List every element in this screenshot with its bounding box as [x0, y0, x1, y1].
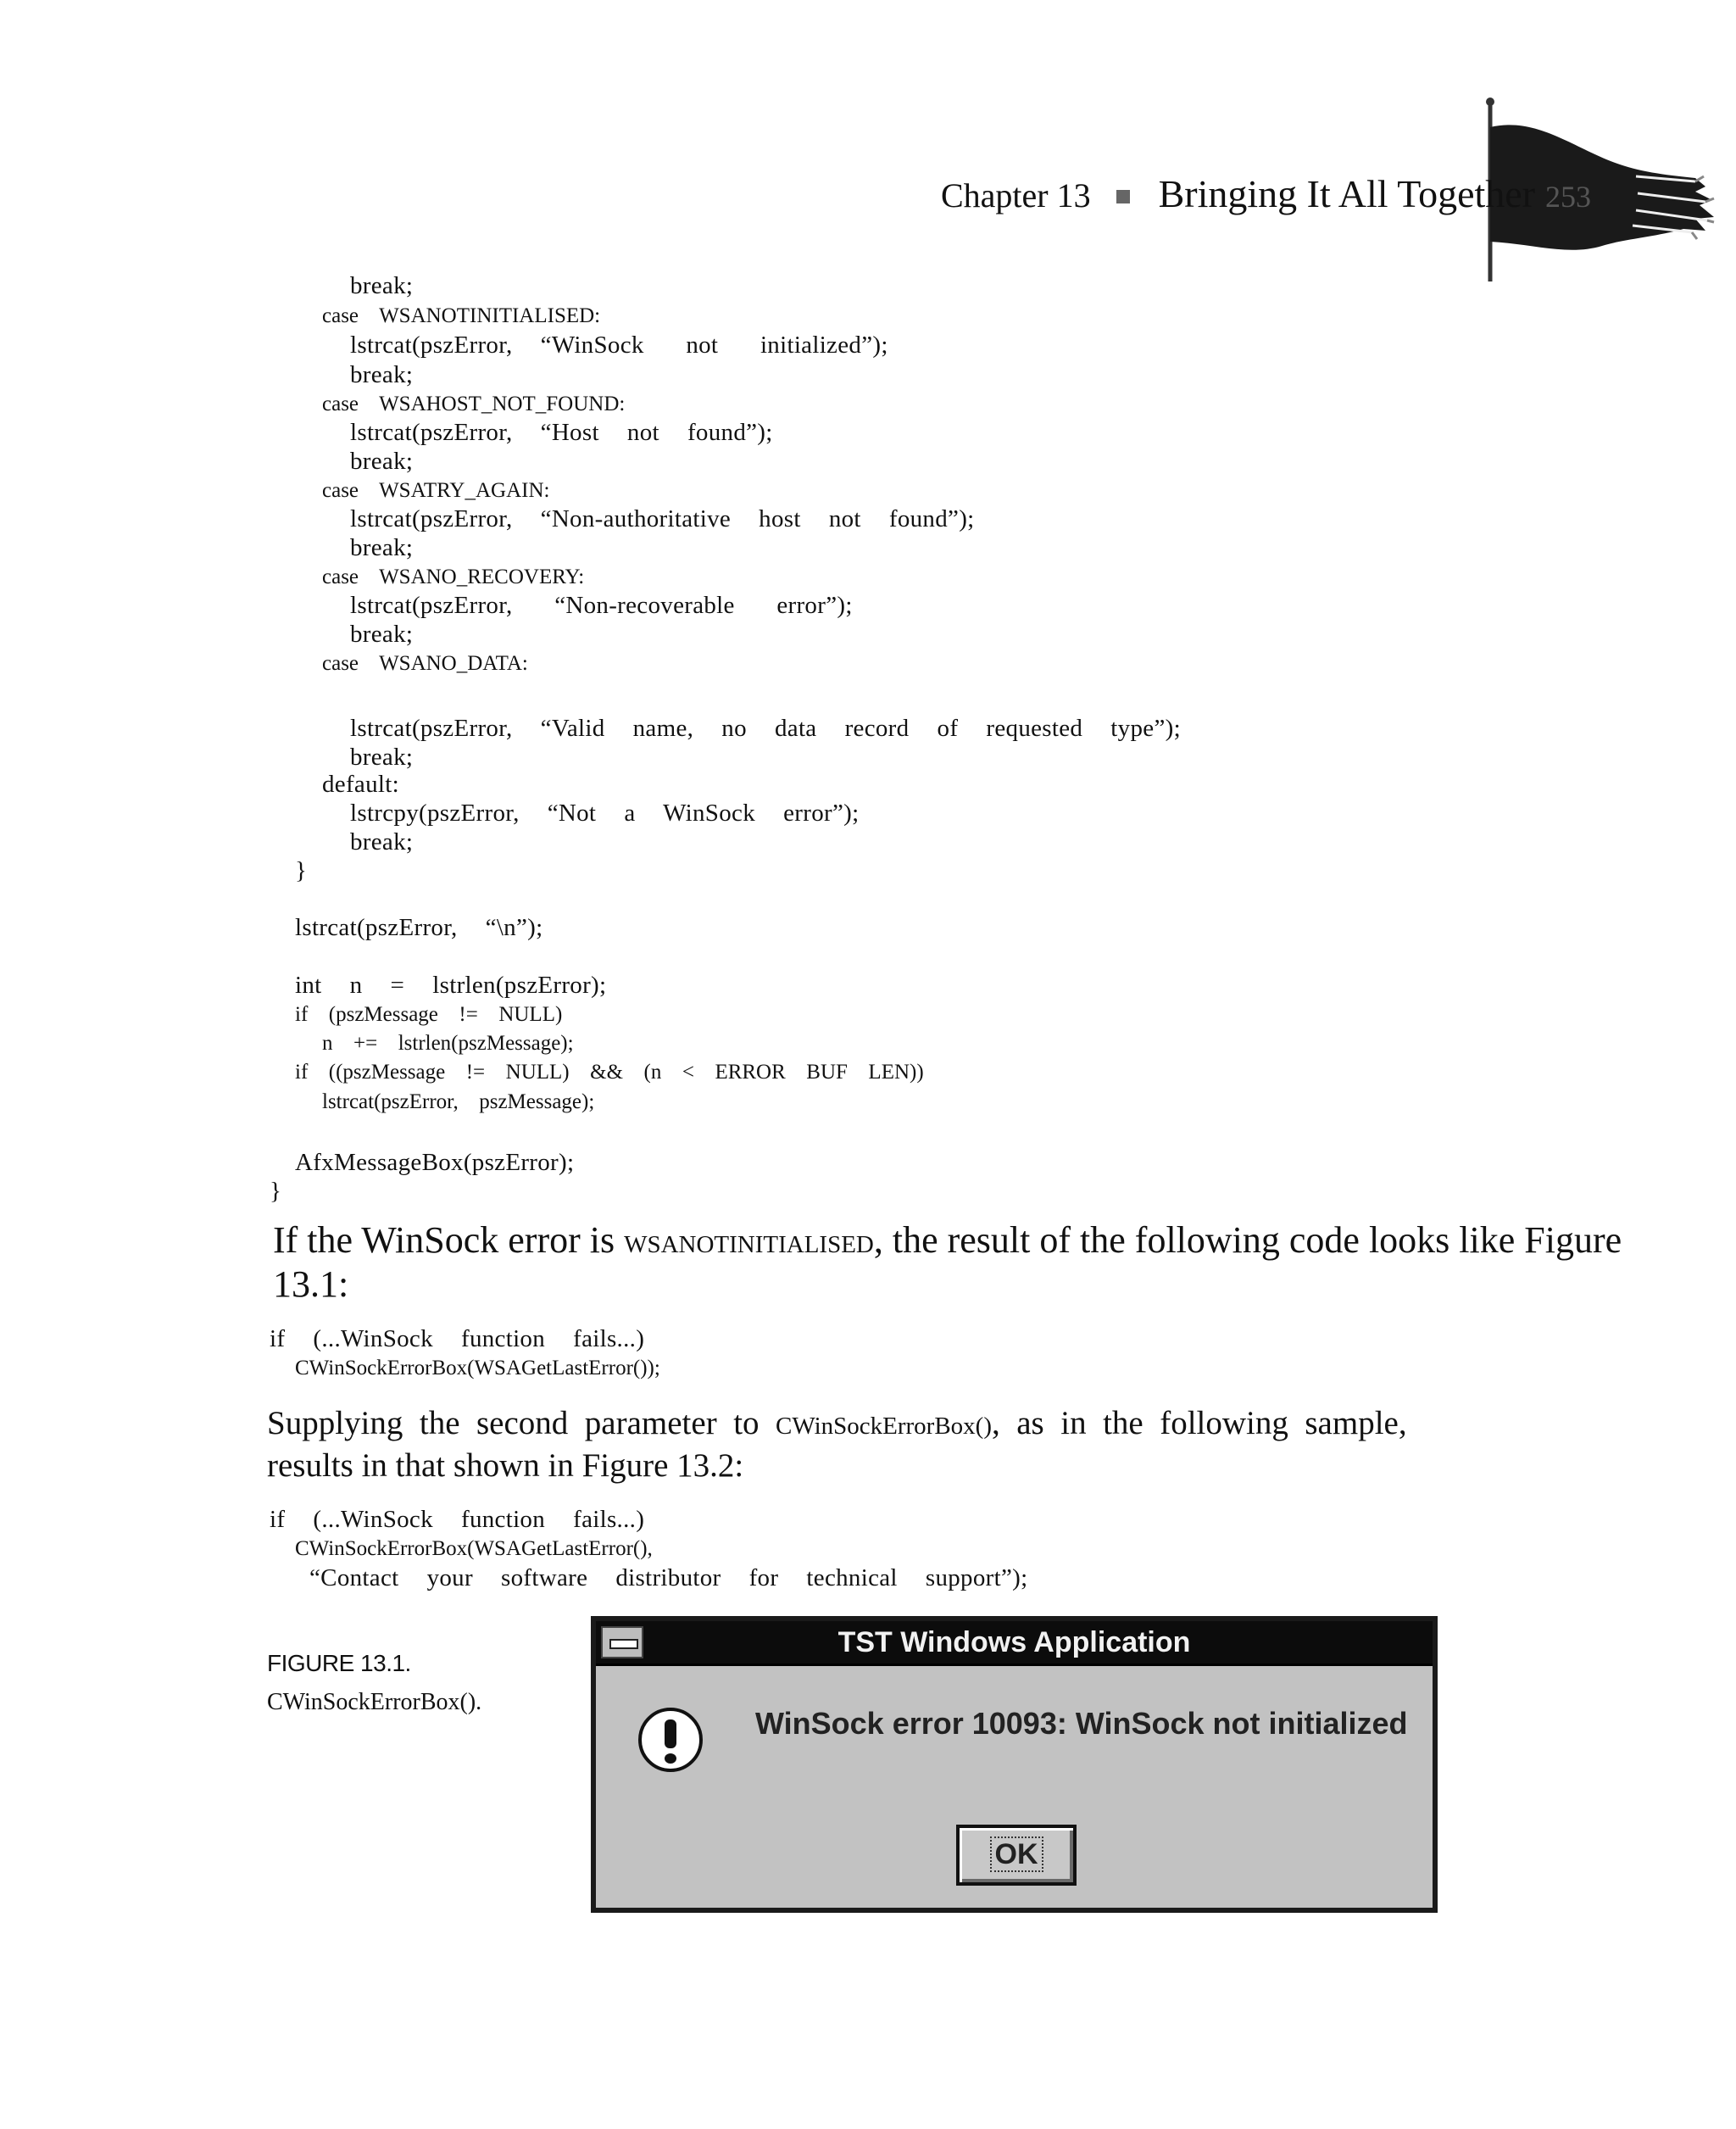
paragraph-text: , the result of the following code looks like Figure: [873, 1219, 1622, 1261]
exclamation-icon: [638, 1708, 703, 1772]
chapter-title: Bringing It All Together: [1158, 172, 1536, 215]
code-line: int n = lstrlen(pszError);: [295, 972, 607, 999]
chapter-label: Chapter 13: [941, 176, 1091, 215]
code-line: break;: [350, 448, 414, 475]
code-line: case WSANOTINITIALISED:: [322, 304, 601, 327]
body-paragraph-line: results in that shown in Figure 13.2:: [267, 1447, 744, 1484]
code-line: break;: [350, 272, 414, 299]
code-line: AfxMessageBox(pszError);: [295, 1149, 575, 1176]
code-line: case WSATRY_AGAIN:: [322, 479, 550, 502]
code-line: break;: [350, 361, 414, 388]
code-line: case WSANO_RECOVERY:: [322, 566, 585, 588]
body-paragraph: [267, 1402, 1407, 1447]
code-line: if ((pszMessage != NULL) && (n < ERROR BUF LEN)): [295, 1061, 924, 1084]
code-line: break;: [350, 534, 414, 561]
paragraph-text: If the WinSock error is: [273, 1219, 625, 1261]
running-header: [924, 131, 1591, 216]
figure-caption: CWinSockErrorBox().: [267, 1689, 482, 1715]
dialog-titlebar: [596, 1621, 1433, 1666]
dialog-title: TST Windows Application: [837, 1626, 1191, 1658]
code-line: lstrcat(pszError, “Non-recoverable error”);: [350, 592, 853, 619]
code-line: case WSAHOST_NOT_FOUND:: [322, 393, 626, 415]
code-line: n += lstrlen(pszMessage);: [322, 1032, 574, 1055]
code-line: lstrcat(pszError, “WinSock not initialized”);: [350, 332, 888, 359]
code-line: case WSANO_DATA:: [322, 652, 528, 675]
code-line: “Contact your software distributor for technical support”);: [309, 1564, 1028, 1591]
code-line: break;: [350, 621, 414, 648]
code-line: lstrcat(pszError, “Valid name, no data record of requested type”);: [350, 715, 1181, 742]
dialog-message: WinSock error 10093: WinSock not initialized: [755, 1706, 1408, 1741]
inline-code: CWinSockErrorBox(): [776, 1413, 992, 1440]
code-line: lstrcat(pszError, “\n”);: [295, 914, 543, 941]
paragraph-text: Supplying the second parameter to: [267, 1405, 776, 1441]
code-line: if (...WinSock function fails...): [270, 1506, 645, 1533]
figure-label: FIGURE 13.1.: [267, 1650, 411, 1676]
code-line: lstrcat(pszError, “Non-authoritative host not found”);: [350, 505, 975, 532]
code-line: break;: [350, 744, 414, 771]
square-bullet-icon: [1116, 190, 1130, 203]
code-line: }: [295, 857, 308, 884]
message-box-dialog: [591, 1616, 1438, 1913]
code-line: lstrcat(pszError, “Host not found”);: [350, 419, 773, 446]
code-line: CWinSockErrorBox(WSAGetLastError(),: [295, 1537, 653, 1560]
ok-button[interactable]: [956, 1825, 1077, 1886]
body-paragraph-line: 13.1:: [273, 1263, 349, 1305]
code-line: lstrcat(pszError, pszMessage);: [322, 1090, 595, 1113]
code-line: lstrcpy(pszError, “Not a WinSock error”);: [350, 800, 860, 827]
code-line: break;: [350, 828, 414, 856]
code-line: default:: [322, 771, 399, 798]
inline-code: WSANOTINITIALISED: [624, 1231, 874, 1258]
body-paragraph: [273, 1218, 1622, 1267]
page-number: 253: [1545, 180, 1592, 214]
code-line: CWinSockErrorBox(WSAGetLastError());: [295, 1357, 660, 1379]
paragraph-text: , as in the following sample,: [992, 1405, 1407, 1441]
code-line: }: [270, 1178, 282, 1205]
ok-button-label: OK: [990, 1836, 1043, 1872]
code-line: if (pszMessage != NULL): [295, 1003, 563, 1026]
code-line: if (...WinSock function fails...): [270, 1325, 645, 1352]
